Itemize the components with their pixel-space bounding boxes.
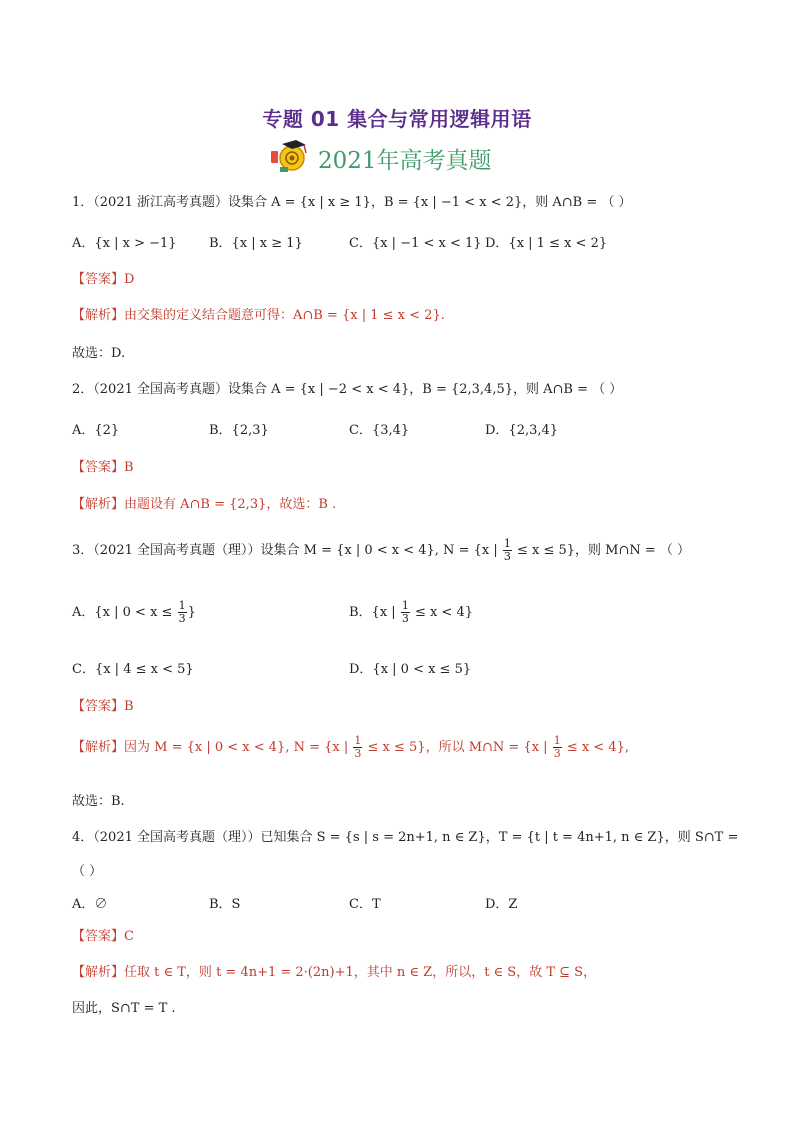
fraction-one-third [553,735,562,760]
q4-option-b: B．S [209,897,241,912]
document-title: 专题 01 集合与常用逻辑用语 [262,107,532,131]
q1-analysis-row [72,304,445,323]
q3-answer-row [72,695,134,714]
document-subtitle: 2021年高考真题 [318,148,492,174]
analysis-tag: 【解析】 [72,740,125,755]
answer-tag: 【答案】 [72,460,125,475]
q2-option-d: D．{2,3,4} [485,423,559,438]
q3-option-b [349,600,473,625]
q4-analysis: 任取 t ∈ T，则 t = 4n+1 = 2·(2n)+1，其中 n ∈ Z，所以，t ∈ S，故 T ⊆ S， [124,965,597,980]
q2-stem: 2．（2021 全国高考真题）设集合 A = {x | −2 < x < 4}，B = {2,3,4,5}，则 A∩B = （ ） [72,382,623,397]
fraction-one-third [401,600,410,625]
fraction-numerator: 1 [553,734,561,747]
fraction-numerator: 1 [354,734,362,747]
q3-analysis-row [72,735,629,760]
q4-answer-row [72,925,134,944]
q3-option-a-pre: A．{x | 0 < x ≤ [72,605,177,620]
q2-analysis-row [72,493,336,512]
q1-conclusion: 故选：D. [72,346,126,361]
q1-analysis: 由交集的定义结合题意可得：A∩B = {x | 1 ≤ x < 2}. [124,308,445,323]
q4-option-c: C．T [349,897,381,912]
fraction-numerator: 1 [178,599,186,612]
q3-answer: B [124,699,134,714]
q4-option-a: A．∅ [72,897,108,912]
q3-analysis-post: ≤ x < 4}, [562,740,630,755]
analysis-tag: 【解析】 [72,965,125,980]
q4-conclusion: 因此，S∩T = T . [72,1001,176,1016]
fraction-denominator: 3 [503,550,511,563]
q4-stem: 4．（2021 全国高考真题（理））已知集合 S = {s | s = 2n+1, n ∈ Z}，T = {t | t = 4n+1, n ∈ Z}，则 S∩T = [72,830,739,845]
q1-option-c: C．{x | −1 < x < 1} [349,236,482,251]
q2-option-a: A．{2} [72,423,120,438]
q4-stem-continued: （ ） [72,864,103,879]
q3-analysis-mid: ≤ x ≤ 5}，所以 M∩N = {x | [363,740,552,755]
scholar-mascot-logo [268,137,312,175]
fraction-denominator: 3 [354,747,362,760]
q3-stem-pre: 3．（2021 全国高考真题（理））设集合 M = {x | 0 < x < 4}, N = {x | [72,543,502,558]
q4-analysis-row [72,961,596,980]
q3-conclusion: 故选：B. [72,794,125,809]
analysis-tag: 【解析】 [72,497,125,512]
q1-option-d: D．{x | 1 ≤ x < 2} [485,236,608,251]
q2-option-c: C．{3,4} [349,423,410,438]
fraction-denominator: 3 [178,612,186,625]
analysis-tag: 【解析】 [72,308,125,323]
fraction-one-third [503,538,512,563]
q3-option-d: D．{x | 0 < x ≤ 5} [349,662,472,677]
q2-option-b: B．{2,3} [209,423,269,438]
q2-analysis: 由题设有 A∩B = {2,3}，故选：B . [124,497,337,512]
q4-option-d: D．Z [485,897,518,912]
fraction-numerator: 1 [503,537,511,550]
q3-option-a-post: } [187,605,196,620]
q1-option-b: B．{x | x ≥ 1} [209,236,303,251]
answer-tag: 【答案】 [72,699,125,714]
fraction-denominator: 3 [401,612,409,625]
fraction-numerator: 1 [401,599,409,612]
answer-tag: 【答案】 [72,929,125,944]
q1-stem: 1．（2021 浙江高考真题）设集合 A = {x | x ≥ 1}，B = {x | −1 < x < 2}，则 A∩B = （ ） [72,195,632,210]
q4-answer: C [124,929,134,944]
q2-answer-row [72,456,134,475]
q1-option-a: A．{x | x > −1} [72,236,177,251]
fraction-one-third [178,600,187,625]
q2-answer: B [124,460,134,475]
q3-option-b-pre: B．{x | [349,605,400,620]
q3-option-b-post: ≤ x < 4} [410,605,474,620]
q3-option-c: C．{x | 4 ≤ x < 5} [72,662,194,677]
answer-tag: 【答案】 [72,272,125,287]
q1-answer-row [72,268,134,287]
fraction-one-third [353,735,362,760]
q3-analysis-pre: 因为 M = {x | 0 < x < 4}, N = {x | [124,740,353,755]
q3-stem [72,538,690,563]
q1-answer: D [124,272,135,287]
q3-stem-post: ≤ x ≤ 5}，则 M∩N = （ ） [512,543,691,558]
fraction-denominator: 3 [553,747,561,760]
q3-option-a [72,600,196,625]
